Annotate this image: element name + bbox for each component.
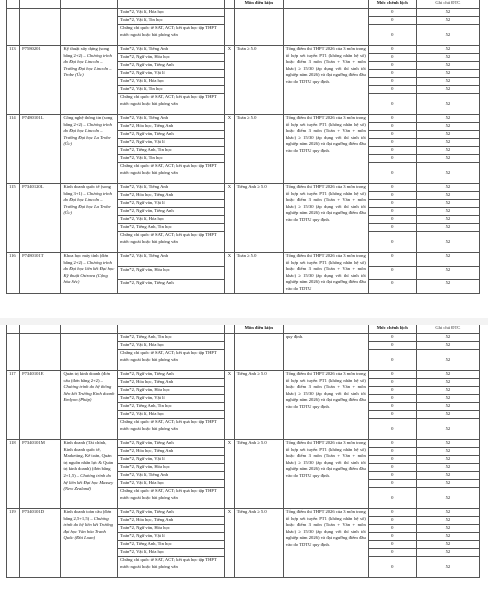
score-difference: 0 — [368, 379, 416, 387]
score-difference: 0 — [368, 342, 416, 350]
table-row — [7, 334, 480, 342]
program-stt: 115 — [7, 184, 20, 253]
quota-value: 52 — [416, 488, 479, 509]
quota-value: 52 — [416, 131, 479, 139]
subject-combination: Toán*2, Hóa học, Tiếng Anh — [118, 517, 225, 525]
quota-value: 52 — [416, 419, 479, 440]
table-row — [7, 440, 480, 448]
x-mark: X — [224, 46, 234, 115]
program-stt: 113 — [7, 46, 20, 115]
subject-combination: Toán*2, Vật lí, Tin học — [118, 155, 225, 163]
threshold-info — [283, 9, 368, 46]
subject-combination: Toán*2, Hóa học, Tiếng Anh — [118, 123, 225, 131]
subject-combination: Toán*2, Vật lí, Hóa học — [118, 78, 225, 86]
program-code: P7480101T — [20, 253, 61, 294]
program-name — [61, 9, 118, 46]
subject-combination: Toán*2, Ngữ văn, Hóa học — [118, 525, 225, 533]
subject-combination: Toán*2, Ngữ văn, Tiếng Anh — [118, 509, 225, 517]
program-name-partner: Chương trình do Đại học liên kết Đại học Kỹ thuật Ostrava (Cộng hòa Séc) — [63, 259, 115, 285]
program-name-main: Kỹ thuật xây dựng (song bằng 2+2) – — [63, 46, 110, 58]
condition-subject — [234, 9, 283, 46]
subject-combination: Toán*2, Ngữ văn, Vật lí — [118, 456, 225, 464]
quota-value: 52 — [416, 509, 479, 517]
subject-combination: Toán*2, Ngữ văn, Vật lí — [118, 395, 225, 403]
quota-value: 52 — [416, 266, 479, 280]
quota-value: 52 — [416, 115, 479, 123]
program-name-main: Kinh doanh (Tài chính, Kinh doanh quốc tế, Marketing, Kế toán, Quản trị nguồn nhân lực & Quản trị kinh doanh) (đơn bằng 2+1,5) – — [63, 440, 114, 478]
subject-combination: Toán*2, Ngữ văn, Vật lí — [118, 70, 225, 78]
score-difference: 0 — [368, 46, 416, 54]
score-difference: 0 — [368, 78, 416, 86]
condition-subject: Toán ≥ 5.0 — [234, 115, 283, 184]
header-cond: Môn điều kiện — [234, 325, 283, 334]
quota-value: 52 — [416, 253, 479, 267]
score-difference: 0 — [368, 155, 416, 163]
program-stt: 118 — [7, 440, 20, 509]
program-name — [61, 184, 118, 253]
subject-combination: Toán*2, Ngữ văn, Tiếng Anh — [118, 371, 225, 379]
quota-value: 52 — [416, 480, 479, 488]
header-last-cut: Ghi chú ĐTC — [416, 325, 479, 334]
table-header-row — [7, 325, 480, 334]
header-cond: Môn điều kiện — [234, 0, 283, 9]
quota-value: 52 — [416, 541, 479, 549]
quota-value: 52 — [416, 464, 479, 472]
header-cell — [20, 0, 61, 9]
program-name — [61, 334, 118, 371]
score-difference: 0 — [368, 86, 416, 94]
quota-value: 52 — [416, 224, 479, 232]
condition-subject: Tiếng Anh ≥ 5.0 — [234, 371, 283, 440]
program-stt: 117 — [7, 371, 20, 440]
program-code: P7340101M — [20, 440, 61, 509]
score-difference: 0 — [368, 216, 416, 224]
score-difference: 0 — [368, 448, 416, 456]
header-cell — [118, 325, 225, 334]
score-difference: 0 — [368, 480, 416, 488]
subject-combination: Toán*2, Tiếng Anh, Tin học — [118, 403, 225, 411]
subject-combination: Toán*2, Vật lí, Hóa học — [118, 342, 225, 350]
program-name-partner: Chương trình do Đại học Lincoln – Trường Đại học La Trobe (Úc) — [63, 190, 112, 216]
table-row — [7, 9, 480, 17]
subject-combination: Toán*2, Vật lí, Tin học — [118, 17, 225, 25]
header-cell — [20, 325, 61, 334]
subject-combination: Toán*2, Ngữ văn, Hóa học — [118, 387, 225, 395]
quota-value: 52 — [416, 78, 479, 86]
quota-value: 52 — [416, 139, 479, 147]
quota-value: 52 — [416, 387, 479, 395]
score-difference: 0 — [368, 456, 416, 464]
threshold-info: Tổng điểm thi THPT 2026 của 3 môn trong tổ hợp xét tuyển PT1 (không nhân hệ số) hoặc điểm 3 môn (Toán + Văn + môn khác) ≥ 15/30 (áp dụng với thí sinh tốt nghiệp năm 2026) và đạt ngưỡng điểm đầu vào do TDTU quy định. — [283, 371, 368, 440]
program-code — [20, 9, 61, 46]
program-name — [61, 253, 118, 294]
score-difference: 0 — [368, 419, 416, 440]
subject-combination: Toán*2, Ngữ văn, Tiếng Anh — [118, 440, 225, 448]
subject-combination: Toán*2, Vật lí, Hóa học — [118, 9, 225, 17]
subject-combination: Chứng chỉ quốc tế SAT, ACT; kết quả học tập THPT nước ngoài hoặc bài phỏng vấn — [118, 350, 225, 371]
score-difference: 0 — [368, 541, 416, 549]
subject-combination: Toán*2, Ngữ văn, Vật lí — [118, 200, 225, 208]
subject-combination: Toán*2, Ngữ văn, Hóa học — [118, 266, 225, 280]
score-difference: 0 — [368, 557, 416, 578]
condition-subject: Tiếng Anh ≥ 5.0 — [234, 184, 283, 253]
score-difference: 0 — [368, 464, 416, 472]
quota-value: 52 — [416, 216, 479, 224]
program-name-main: Kinh doanh toàn cầu (đơn bằng 2,5+1,5) – — [63, 509, 112, 521]
score-difference: 0 — [368, 25, 416, 46]
subject-combination: Toán*2, Vật lí, Tiếng Anh — [118, 472, 225, 480]
quota-value: 52 — [416, 155, 479, 163]
quota-value: 52 — [416, 472, 479, 480]
quota-value: 52 — [416, 9, 479, 17]
quota-value: 52 — [416, 371, 479, 379]
score-difference: 0 — [368, 472, 416, 480]
quota-value: 52 — [416, 46, 479, 54]
threshold-info: Tổng điểm thi THPT 2026 của 3 môn trong tổ hợp xét tuyển PT1 (không nhân hệ số) hoặc điểm 3 môn (Toán + Văn + môn khác) ≥ 15/30 (áp dụng với thí sinh tốt nghiệp năm 2026) và đạt ngưỡng điểm đầu vào do TDTU quy định. — [283, 509, 368, 578]
quota-value: 52 — [416, 25, 479, 46]
threshold-info: Tổng điểm thi THPT 2026 của 3 môn trong tổ hợp xét tuyển PT1 (không nhân hệ số) hoặc điểm 3 môn (Toán + Văn + môn khác) ≥ 15/30 (áp dụng với thí sinh tốt nghiệp năm 2026) và đạt ngưỡng điểm đầu vào do TDTU quy định. — [283, 184, 368, 253]
quota-value: 52 — [416, 440, 479, 448]
subject-combination: Toán*2, Ngữ văn, Vật lí — [118, 533, 225, 541]
program-code: P7340120L — [20, 184, 61, 253]
score-difference: 0 — [368, 253, 416, 267]
program-stt: 114 — [7, 115, 20, 184]
program-name-partner: Chương trình do Đại học Lincoln – Trường Đại học La Trobe (Úc) — [63, 121, 112, 147]
subject-combination: Toán*2, Vật lí, Tiếng Anh — [118, 115, 225, 123]
program-name-main: Công nghệ thông tin (song bằng 2+2) – — [63, 115, 113, 127]
quota-value: 52 — [416, 208, 479, 216]
subject-combination: Toán*2, Vật lí, Hóa học — [118, 216, 225, 224]
program-name-main: Kinh doanh quốc tế (song bằng 3+1) – — [63, 184, 111, 196]
subject-combination: Toán*2, Tiếng Anh, Tin học — [118, 224, 225, 232]
quota-value: 52 — [416, 280, 479, 294]
quota-value: 52 — [416, 395, 479, 403]
score-difference: 0 — [368, 115, 416, 123]
header-cell — [224, 0, 234, 9]
score-difference: 0 — [368, 17, 416, 25]
header-pct: Mức chênh lệch — [368, 325, 416, 334]
page-gap — [0, 318, 488, 325]
program-stt: 119 — [7, 509, 20, 578]
score-difference: 0 — [368, 192, 416, 200]
quota-value: 52 — [416, 533, 479, 541]
subject-combination: Toán*2, Vật lí, Tin học — [118, 86, 225, 94]
header-cell — [118, 0, 225, 9]
score-difference: 0 — [368, 440, 416, 448]
quota-value: 52 — [416, 94, 479, 115]
subject-combination: Toán*2, Vật lí, Tiếng Anh — [118, 46, 225, 54]
quota-value: 52 — [416, 334, 479, 342]
condition-subject — [234, 334, 283, 371]
score-difference: 0 — [368, 9, 416, 17]
quota-value: 52 — [416, 62, 479, 70]
quota-value: 52 — [416, 517, 479, 525]
table-body — [7, 0, 480, 293]
x-mark: X — [224, 509, 234, 578]
header-cell — [283, 325, 368, 334]
subject-combination: Toán*2, Hóa học, Tiếng Anh — [118, 379, 225, 387]
subject-combination: Chứng chỉ quốc tế SAT, ACT; kết quả học tập THPT nước ngoài hoặc bài phỏng vấn — [118, 94, 225, 115]
quota-value: 52 — [416, 86, 479, 94]
quota-value: 52 — [416, 123, 479, 131]
score-difference: 0 — [368, 525, 416, 533]
program-stt — [7, 9, 20, 46]
table-row — [7, 184, 480, 192]
header-cell — [224, 325, 234, 334]
quota-value: 52 — [416, 184, 479, 192]
subject-combination: Chứng chỉ quốc tế SAT, ACT; kết quả học tập THPT nước ngoài hoặc bài phỏng vấn — [118, 163, 225, 184]
condition-subject: Toán ≥ 5.0 — [234, 46, 283, 115]
score-difference: 0 — [368, 549, 416, 557]
program-name-partner: Chương trình do hệ liên kết Đại học Massey (New Zealand) — [63, 472, 114, 492]
condition-subject: Tiếng Anh ≥ 5.0 — [234, 509, 283, 578]
header-cell — [61, 325, 118, 334]
table-row — [7, 371, 480, 379]
program-name — [61, 371, 118, 440]
score-difference: 0 — [368, 147, 416, 155]
score-difference: 0 — [368, 131, 416, 139]
subject-combination: Chứng chỉ quốc tế SAT, ACT; kết quả học tập THPT nước ngoài hoặc bài phỏng vấn — [118, 557, 225, 578]
table-body — [7, 325, 480, 578]
program-code: P7340101E — [20, 371, 61, 440]
subject-combination: Chứng chỉ quốc tế SAT, ACT; kết quả học tập THPT nước ngoài hoặc bài phỏng vấn — [118, 488, 225, 509]
program-name-main: Quản trị kinh doanh (đơn cấu (đơn bằng 2+2) – — [63, 371, 111, 383]
program-name — [61, 46, 118, 115]
quota-value: 52 — [416, 54, 479, 62]
score-difference: 0 — [368, 411, 416, 419]
subject-combination: Toán*2, Vật lí, Hóa học — [118, 549, 225, 557]
score-difference: 0 — [368, 395, 416, 403]
program-name-partner: Chương trình do hệ liên kết Trường đại học Văn hóa Tranh Quốc (Đài Loan) — [63, 515, 113, 541]
x-mark — [224, 9, 234, 46]
quota-value: 52 — [416, 342, 479, 350]
quota-value: 52 — [416, 192, 479, 200]
score-difference: 0 — [368, 403, 416, 411]
score-difference: 0 — [368, 139, 416, 147]
score-difference: 0 — [368, 533, 416, 541]
subject-combination: Toán*2, Ngữ văn, Hóa học — [118, 54, 225, 62]
x-mark: X — [224, 253, 234, 294]
score-difference: 0 — [368, 387, 416, 395]
admission-table-page-2 — [6, 325, 480, 578]
score-difference: 0 — [368, 334, 416, 342]
program-code: P7580201 — [20, 46, 61, 115]
program-code — [20, 334, 61, 371]
program-stt: 116 — [7, 253, 20, 294]
subject-combination: Toán*2, Vật lí, Hóa học — [118, 480, 225, 488]
quota-value: 52 — [416, 448, 479, 456]
program-code: P7340101D — [20, 509, 61, 578]
score-difference: 0 — [368, 54, 416, 62]
score-difference: 0 — [368, 94, 416, 115]
header-cell — [7, 325, 20, 334]
program-code: P7480101L — [20, 115, 61, 184]
subject-combination: Chứng chỉ quốc tế SAT, ACT; kết quả học tập THPT nước ngoài hoặc bài phỏng vấn — [118, 25, 225, 46]
subject-combination: Toán*2, Ngữ văn, Tiếng Anh — [118, 280, 225, 294]
score-difference: 0 — [368, 224, 416, 232]
subject-combination: Toán*2, Tiếng Anh, Tin học — [118, 541, 225, 549]
threshold-info: Tổng điểm thi THPT 2026 của 3 môn trong tổ hợp xét tuyển PT1 (không nhân hệ số) hoặc điểm 3 môn (Toán + Văn + môn khác) ≥ 15/30 (áp dụng với thí sinh tốt nghiệp năm 2026) và đạt ngưỡng điểm đầu vào do TDTU quy định. — [283, 115, 368, 184]
subject-combination: Toán*2, Vật lí, Hóa học — [118, 411, 225, 419]
subject-combination: Toán*2, Ngữ văn, Tiếng Anh — [118, 208, 225, 216]
score-difference: 0 — [368, 123, 416, 131]
score-difference: 0 — [368, 371, 416, 379]
program-name-partner: Chương trình do hệ thống liên kết Trường Kinh doanh Emlyon (Pháp) — [63, 384, 115, 403]
program-name — [61, 440, 118, 509]
subject-combination: Toán*2, Tiếng Anh, Tin học — [118, 334, 225, 342]
header-last-cut: Ghi chú ĐTC — [416, 0, 479, 9]
quota-value: 52 — [416, 549, 479, 557]
quota-value: 52 — [416, 17, 479, 25]
table-row — [7, 253, 480, 267]
subject-combination: Chứng chỉ quốc tế SAT, ACT; kết quả học tập THPT nước ngoài hoặc bài phỏng vấn — [118, 232, 225, 253]
subject-combination: Toán*2, Ngữ văn, Vật lí — [118, 139, 225, 147]
quota-value: 52 — [416, 163, 479, 184]
quota-value: 52 — [416, 557, 479, 578]
quota-value: 52 — [416, 403, 479, 411]
threshold-info: Tổng điểm thi THPT 2026 của 3 môn trong tổ hợp xét tuyển PT1 (không nhân hệ số) hoặc điểm 3 môn (Toán + Văn + môn khác) ≥ 15/30 (áp dụng với thí sinh tốt nghiệp năm 2026) và đạt ngưỡng điểm đầu vào do TDTU quy định. — [283, 440, 368, 509]
quota-value: 52 — [416, 147, 479, 155]
table-row — [7, 509, 480, 517]
x-mark — [224, 334, 234, 371]
x-mark: X — [224, 371, 234, 440]
header-cell — [7, 0, 20, 9]
subject-combination: Chứng chỉ quốc tế SAT, ACT; kết quả học tập THPT nước ngoài hoặc bài phỏng vấn — [118, 419, 225, 440]
table-row — [7, 46, 480, 54]
x-mark: X — [224, 184, 234, 253]
header-cell — [283, 0, 368, 9]
x-mark: X — [224, 115, 234, 184]
subject-combination: Toán*2, Ngữ văn, Tiếng Anh — [118, 62, 225, 70]
document-page-1 — [6, 0, 480, 318]
header-pct: Mức chênh lệch — [368, 0, 416, 9]
quota-value: 52 — [416, 411, 479, 419]
threshold-info: quy định. — [283, 334, 368, 371]
header-cell — [61, 0, 118, 9]
subject-combination: Toán*2, Vật lí, Tiếng Anh — [118, 253, 225, 267]
score-difference: 0 — [368, 509, 416, 517]
quota-value: 52 — [416, 350, 479, 371]
program-name-partner: Chương trình do Đại học Lincoln – Trường Đại học Lincoln – Trobe (Úc) — [63, 52, 112, 78]
score-difference: 0 — [368, 232, 416, 253]
table-row — [7, 115, 480, 123]
subject-combination: Toán*2, Ngữ văn, Tiếng Anh — [118, 131, 225, 139]
score-difference: 0 — [368, 280, 416, 294]
x-mark: X — [224, 440, 234, 509]
subject-combination: Toán*2, Hóa học, Tiếng Anh — [118, 192, 225, 200]
score-difference: 0 — [368, 62, 416, 70]
threshold-info: Tổng điểm thi THPT 2026 của 3 môn trong tổ hợp xét tuyển PT1 (không nhân hệ số) hoặc điểm 3 môn (Toán + Văn + môn khác) ≥ 15/30 (áp dụng với thí sinh tốt nghiệp năm 2026) và đạt ngưỡng điểm đầu vào do TDTU quy định. — [283, 46, 368, 115]
score-difference: 0 — [368, 163, 416, 184]
program-name-main: Khoa học máy tính (đơn bằng 2+2) – — [63, 253, 109, 265]
quota-value: 52 — [416, 379, 479, 387]
score-difference: 0 — [368, 70, 416, 78]
condition-subject: Tiếng Anh ≥ 5.0 — [234, 440, 283, 509]
document-page-2 — [6, 325, 480, 608]
condition-subject: Toán ≥ 5.0 — [234, 253, 283, 294]
admission-table-page-1 — [6, 0, 480, 294]
quota-value: 52 — [416, 200, 479, 208]
subject-combination: Toán*2, Hóa học, Tiếng Anh — [118, 448, 225, 456]
subject-combination: Toán*2, Tiếng Anh, Tin học — [118, 147, 225, 155]
quota-value: 52 — [416, 70, 479, 78]
score-difference: 0 — [368, 208, 416, 216]
program-stt — [7, 334, 20, 371]
threshold-info: Tổng điểm thi THPT 2026 của 3 môn trong tổ hợp xét tuyển PT1 (không nhân hệ số) hoặc điểm 3 môn (Toán + Văn + môn khác) ≥ 15/30 (áp dụng với thí sinh tốt nghiệp năm 2026) và đạt ngưỡng điểm đầu vào do TDTU — [283, 253, 368, 294]
program-name — [61, 509, 118, 578]
subject-combination: Toán*2, Ngữ văn, Hóa học — [118, 464, 225, 472]
score-difference: 0 — [368, 200, 416, 208]
subject-combination: Toán*2, Vật lí, Tiếng Anh — [118, 184, 225, 192]
quota-value: 52 — [416, 232, 479, 253]
program-name — [61, 115, 118, 184]
quota-value: 52 — [416, 525, 479, 533]
table-header-row — [7, 0, 480, 9]
score-difference: 0 — [368, 517, 416, 525]
quota-value: 52 — [416, 456, 479, 464]
score-difference: 0 — [368, 184, 416, 192]
score-difference: 0 — [368, 350, 416, 371]
score-difference: 0 — [368, 488, 416, 509]
score-difference: 0 — [368, 266, 416, 280]
